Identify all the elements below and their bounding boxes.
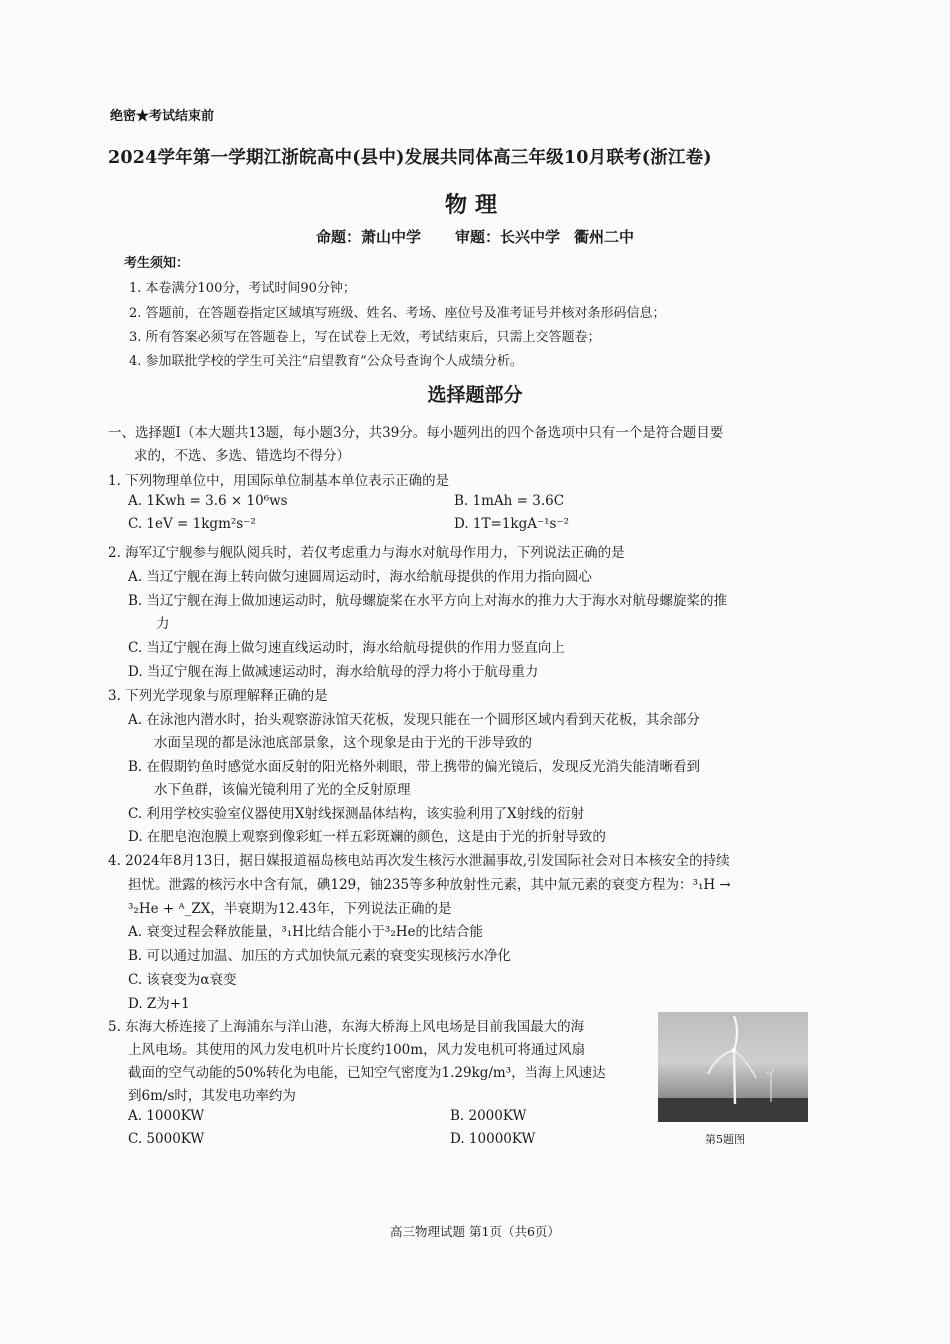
notice-item: 1. 本卷满分100分，考试时间90分钟；: [129, 281, 356, 296]
section-title: 选择题部分: [427, 384, 523, 406]
q3-option-a: A. 在泳池内潜水时，抬头观察游泳馆天花板，发现只能在一个圆形区域内看到天花板，其余部分: [128, 712, 700, 728]
part-instructions: 求的，不选、多选、错选均不得分）: [134, 448, 350, 464]
page-footer: 高三物理试题 第1页（共6页）: [390, 1224, 560, 1239]
q4-option-a: A. 衰变过程会释放能量，³₁H比结合能小于³₂He的比结合能: [128, 924, 484, 940]
wind-turbine-illustration: [658, 1012, 808, 1122]
wind-turbine-photo: [658, 1012, 808, 1122]
q1-option-b: B. 1mAh = 3.6C: [454, 493, 565, 509]
question-4-stem: 4. 2024年8月13日，据日媒报道福岛核电站再次发生核污水泄漏事故,引发国际社会对日本核安全的持续: [108, 853, 730, 869]
notice-item: 3. 所有答案必须写在答题卷上，写在试卷上无效，考试结束后，只需上交答题卷；: [129, 330, 601, 345]
authors-line: [0, 226, 950, 247]
question-1-stem: 1. 下列物理单位中，用国际单位制基本单位表示正确的是: [108, 473, 450, 489]
reviewer-text: 审题：长兴中学: [454, 228, 560, 246]
subject-title: 物理: [444, 192, 505, 218]
q2-option-b: B. 当辽宁舰在海上做加速运动时，航母螺旋桨在水平方向上对海水的推力大于海水对航母螺旋桨的推: [128, 593, 728, 609]
q3-option-b: B. 在假期钓鱼时感觉水面反射的阳光格外刺眼，带上携带的偏光镜后，发现反光消失能清晰看到: [128, 759, 701, 775]
q5-option-d: D. 10000KW: [450, 1131, 536, 1147]
q4-option-b: B. 可以通过加温、加压的方式加快氚元素的衰变实现核污水净化: [128, 948, 512, 964]
q2-option-d: D. 当辽宁舰在海上做减速运动时，海水给航母的浮力将小于航母重力: [128, 664, 539, 680]
q3-option-d: D. 在肥皂泡泡膜上观察到像彩虹一样五彩斑斓的颜色，这是由于光的折射导致的: [128, 829, 606, 845]
confidential-label: 绝密★考试结束前: [110, 109, 215, 124]
q1-option-a: A. 1Kwh = 3.6 × 10⁶ws: [128, 493, 288, 509]
author-text: 命题：萧山中学: [315, 228, 421, 246]
notice-item: 2. 答题前，在答题卷指定区域填写班级、姓名、考场、座位号及准考证号并核对条形码信息；: [129, 306, 666, 321]
question-5-stem-cont: 截面的空气动能的50%转化为电能，已知空气密度为1.29kg/m³，当海上风速达: [128, 1065, 606, 1081]
q1-option-c: C. 1eV = 1kgm²s⁻²: [128, 516, 256, 532]
q4-option-c: C. 该衰变为α衰变: [128, 972, 237, 988]
q2-option-b-cont: 力: [156, 616, 170, 632]
notice-heading: 考生须知：: [124, 256, 190, 271]
q5-option-a: A. 1000KW: [128, 1108, 205, 1124]
notice-item: 4. 参加联批学校的学生可关注“启望教育”公众号查询个人成绩分析。: [129, 354, 523, 369]
q1-option-d: D. 1T=1kgA⁻¹s⁻²: [454, 516, 569, 532]
q4-option-d: D. Z为+1: [128, 996, 190, 1012]
question-2-stem: 2. 海军辽宁舰参与舰队阅兵时，若仅考虑重力与海水对航母作用力，下列说法正确的是: [108, 545, 625, 561]
question-4-stem-cont: ³₂He + ᴬ_ZX，半衰期为12.43年，下列说法正确的是: [128, 901, 452, 917]
q5-option-c: C. 5000KW: [128, 1131, 205, 1147]
question-5-stem-cont: 上风电场。其使用的风力发电机叶片长度约100m，风力发电机可将通过风扇: [128, 1042, 586, 1058]
q5-option-b: B. 2000KW: [450, 1108, 527, 1124]
question-3-stem: 3. 下列光学现象与原理解释正确的是: [108, 688, 328, 704]
q3-option-c: C. 利用学校实验室仪器使用X射线探测晶体结构，该实验利用了X射线的衍射: [128, 806, 585, 822]
exam-title: 2024学年第一学期江浙皖高中(县中)发展共同体高三年级10月联考(浙江卷): [108, 148, 712, 168]
q3-option-b-cont: 水下鱼群，该偏光镜利用了光的全反射原理: [154, 782, 411, 798]
figure-caption: 第5题图: [705, 1133, 745, 1146]
q2-option-c: C. 当辽宁舰在海上做匀速直线运动时，海水给航母提供的作用力竖直向上: [128, 640, 565, 656]
question-5-stem: 5. 东海大桥连接了上海浦东与洋山港，东海大桥海上风电场是目前我国最大的海: [108, 1019, 585, 1035]
part-instructions: 一、选择题I（本大题共13题，每小题3分，共39分。每小题列出的四个备选项中只有一个是符合题目要: [108, 425, 724, 441]
question-4-stem-cont: 担忧。泄露的核污水中含有氚，碘129，铀235等多种放射性元素，其中氚元素的衰变方程为：³₁H →: [128, 877, 731, 893]
q3-option-a-cont: 水面呈现的都是泳池底部景象，这个现象是由于光的干涉导致的: [154, 735, 532, 751]
reviewer2-text: 衢州二中: [574, 228, 635, 246]
question-5-stem-cont: 到6m/s时，其发电功率约为: [128, 1088, 296, 1104]
q2-option-a: A. 当辽宁舰在海上转向做匀速圆周运动时，海水给航母提供的作用力指向圆心: [128, 569, 592, 585]
